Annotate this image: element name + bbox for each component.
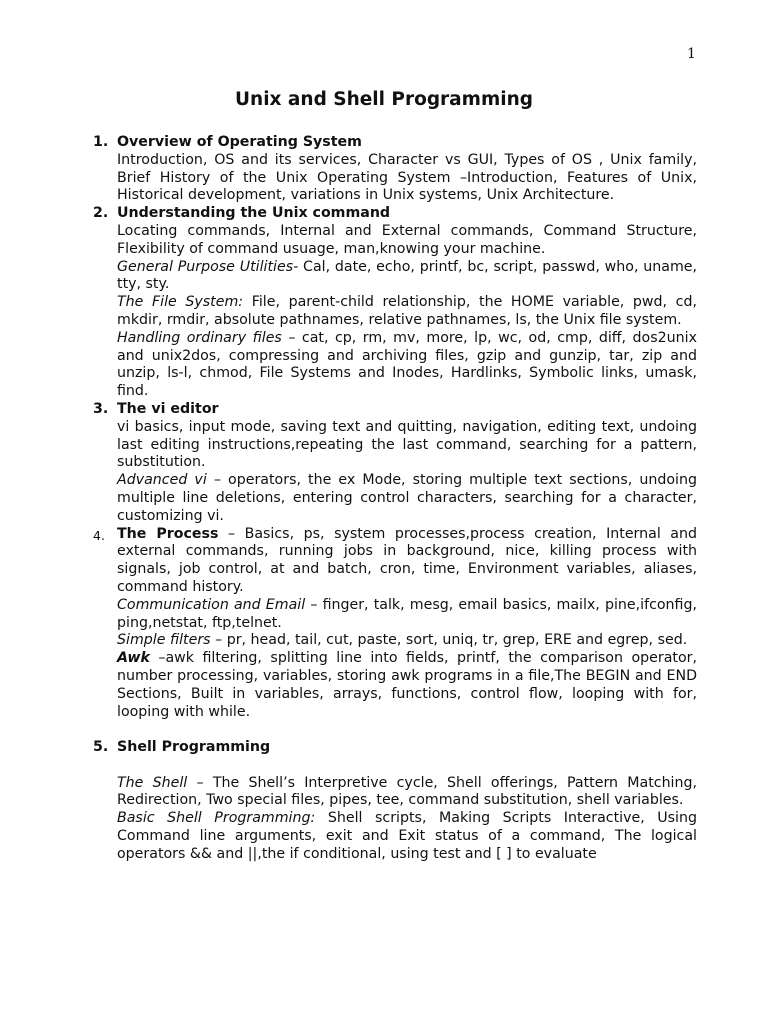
spacer — [93, 721, 697, 739]
section-heading: Shell Programming — [117, 739, 271, 756]
spacer — [117, 757, 697, 775]
topic-lead: Handling ordinary files — [117, 329, 282, 346]
section-2 — [93, 205, 697, 401]
section-number: 4. — [93, 527, 105, 543]
section-paragraph: Communication and Email – finger, talk, mesg, email basics, mailx, pine,ifconfig, ping,netstat, ftp,telnet. — [117, 596, 697, 631]
section-paragraph: Basic Shell Programming: Shell scripts, Making Scripts Interactive, Using Command line arguments, exit and Exit status of a command, The logical operators && and ||,the if conditional, using test and [ ] to evaluate — [117, 810, 697, 862]
section-paragraph: General Purpose Utilities- Cal, date, echo, printf, bc, script, passwd, who, uname, tty, sty. — [117, 258, 698, 293]
section-paragraph: The Shell – The Shell’s Interpretive cycle, Shell offerings, Pattern Matching, Redirection, Two special files, pipes, tee, command substitution, shell variables. — [117, 774, 698, 809]
section-paragraph: Locating commands, Internal and External commands, Command Structure, Flexibility of command usuage, man,knowing your machine. — [117, 222, 697, 257]
topic-lead: Advanced vi — [117, 472, 207, 489]
section-number: 5. — [93, 739, 109, 756]
section-number: 1. — [93, 134, 109, 150]
syllabus-content — [93, 134, 697, 864]
topic-lead: Basic Shell Programming: — [117, 810, 316, 827]
section-paragraph: Handling ordinary files – cat, cp, rm, mv, more, lp, wc, od, cmp, diff, dos2unix and unix2dos, compressing and archiving files, gzip and gunzip, tar, zip and unzip, ls-l, chmod, File Systems and Inodes, Hardlinks, Symbolic links, umask, find. — [117, 329, 697, 400]
section-paragraph: Simple filters – pr, head, tail, cut, paste, sort, uniq, tr, grep, ERE and egrep, sed. — [117, 632, 688, 649]
topic-lead: General Purpose Utilities- — [117, 258, 299, 275]
section-number: 3. — [93, 400, 109, 417]
section-paragraph: Awk –awk filtering, splitting line into fields, printf, the comparison operator, number processing, variables, storing awk programs in a file,The BEGIN and END Sections, Built in variables, arrays, functions, control flow, looping with for, looping with while. — [117, 650, 697, 720]
section-paragraph: vi basics, input mode, saving text and quitting, navigation, editing text, undoing last editing instructions,repeating the last command, searching for a pattern, substitution. — [117, 418, 697, 471]
section-heading: The Process — [117, 525, 219, 542]
topic-lead: The Shell — [117, 774, 188, 791]
section-3 — [93, 401, 697, 526]
section-paragraph: The Process – Basics, ps, system processes,process creation, Internal and external commands, running jobs in background, nice, killing process with signals, job control, at and batch, cron, time, Environment variables, aliases, command history. — [117, 525, 697, 595]
section-paragraph: The File System: File, parent-child relationship, the HOME variable, pwd, cd, mkdir, rmdir, absolute pathnames, relative pathnames, ls, the Unix file system. — [117, 294, 697, 328]
topic-lead: The File System: — [117, 294, 244, 311]
topic-lead: Awk — [117, 650, 150, 667]
section-paragraph: Introduction, OS and its services, Character vs GUI, Types of OS , Unix family, Brief History of the Unix Operating System –Introduction, Features of Unix, Historical development, variations in Unix systems, Unix Architecture. — [117, 151, 697, 204]
section-heading: Understanding the Unix command — [117, 205, 391, 222]
section-4 — [93, 526, 697, 722]
page-number: 1 — [687, 46, 696, 62]
section-heading: Overview of Operating System — [117, 134, 362, 150]
topic-lead: Communication and Email — [117, 596, 306, 613]
section-5 — [93, 739, 697, 864]
topic-lead: Simple filters — [117, 632, 211, 649]
section-number: 2. — [93, 205, 109, 222]
page-title: Unix and Shell Programming — [235, 89, 533, 110]
section-1 — [93, 134, 697, 205]
section-paragraph: Advanced vi – operators, the ex Mode, storing multiple text sections, undoing multiple line deletions, entering control characters, searching for a character, customizing vi. — [117, 472, 697, 524]
section-heading: The vi editor — [117, 400, 219, 417]
